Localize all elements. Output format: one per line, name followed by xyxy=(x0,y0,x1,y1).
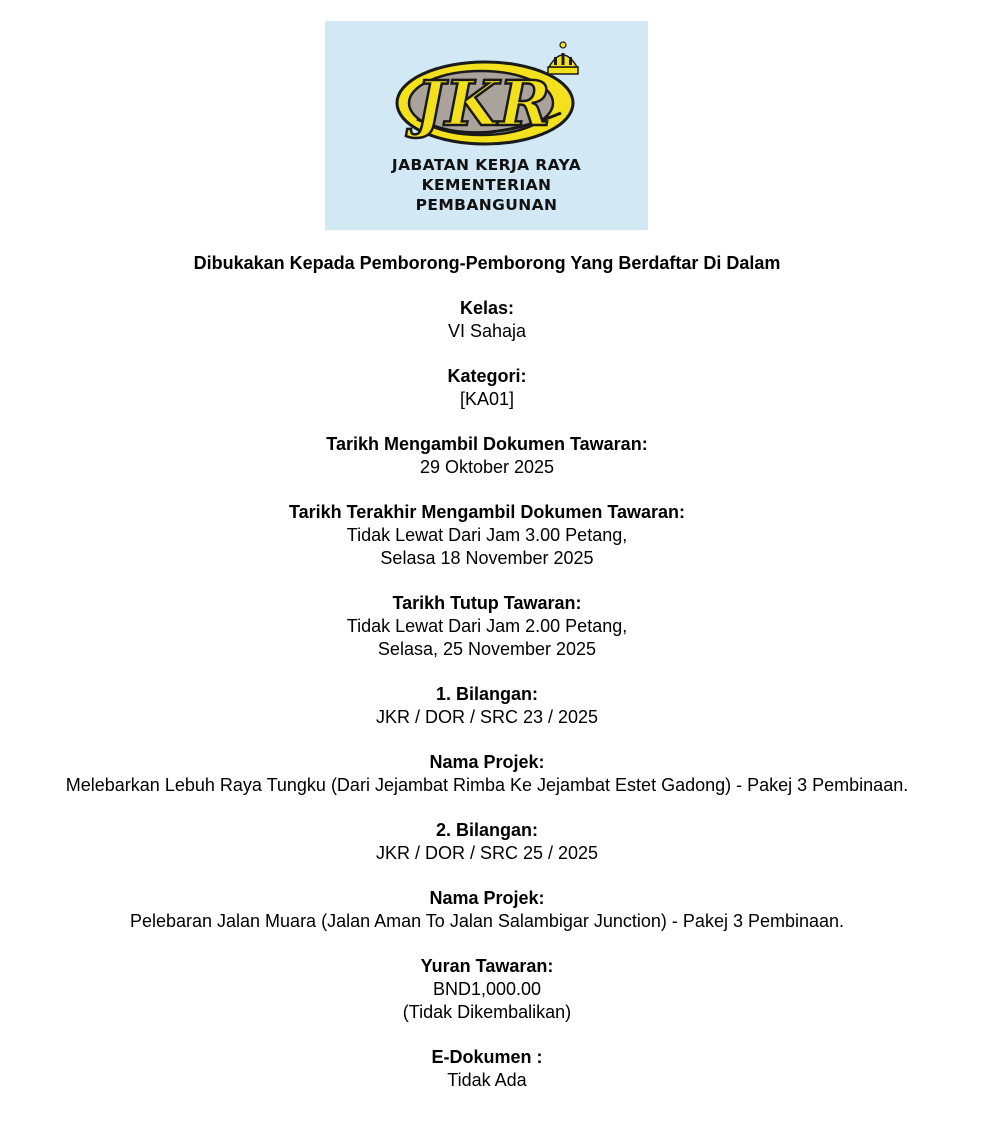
logo-line-3: PEMBANGUNAN xyxy=(415,196,558,214)
tarikh-tutup-date: Selasa, 25 November 2025 xyxy=(377,639,597,659)
section-kategori xyxy=(0,365,974,411)
tarikh-terakhir-date: Selasa 18 November 2025 xyxy=(380,548,594,568)
logo-line-1: JABATAN KERJA RAYA xyxy=(391,156,582,174)
section-projek-2 xyxy=(0,887,974,933)
tarikh-terakhir-label: Tarikh Terakhir Mengambil Dokumen Tawaran: xyxy=(288,502,686,522)
section-tarikh-ambil xyxy=(0,433,974,479)
yuran-label: Yuran Tawaran: xyxy=(420,956,554,976)
logo-caption xyxy=(325,155,648,215)
kategori-label: Kategori: xyxy=(447,366,527,386)
jkr-emblem-icon xyxy=(325,21,648,153)
edokumen-value: Tidak Ada xyxy=(447,1070,527,1090)
section-kelas xyxy=(0,297,974,343)
tender-notice xyxy=(0,252,974,1114)
yuran-amount: BND1,000.00 xyxy=(432,979,542,999)
section-tarikh-terakhir xyxy=(0,501,974,570)
yuran-note: (Tidak Dikembalikan) xyxy=(402,1002,572,1022)
projek-2-label: Nama Projek: xyxy=(429,888,545,908)
projek-1-label: Nama Projek: xyxy=(429,752,545,772)
tarikh-ambil-label: Tarikh Mengambil Dokumen Tawaran: xyxy=(326,434,648,454)
kategori-value: [KA01] xyxy=(459,389,515,409)
bilangan-1-label: 1. Bilangan: xyxy=(435,684,538,704)
tarikh-tutup-time: Tidak Lewat Dari Jam 2.00 Petang, xyxy=(346,616,628,636)
crown-icon xyxy=(548,42,578,74)
edokumen-label: E-Dokumen : xyxy=(431,1047,543,1067)
section-projek-1 xyxy=(0,751,974,797)
projek-2-value: Pelebaran Jalan Muara (Jalan Aman To Jalan Salambigar Junction) - Pakej 3 Pembinaan. xyxy=(129,911,845,931)
jkr-logo xyxy=(325,21,648,230)
section-bilangan-2 xyxy=(0,819,974,865)
section-tarikh-tutup xyxy=(0,592,974,661)
jkr-logo-text: JKR xyxy=(415,67,551,140)
bilangan-1-value: JKR / DOR / SRC 23 / 2025 xyxy=(375,707,599,727)
bilangan-2-label: 2. Bilangan: xyxy=(435,820,538,840)
kelas-value: VI Sahaja xyxy=(447,321,527,341)
tarikh-ambil-value: 29 Oktober 2025 xyxy=(419,457,555,477)
tarikh-tutup-label: Tarikh Tutup Tawaran: xyxy=(392,593,582,613)
kelas-label: Kelas: xyxy=(459,298,515,318)
intro-heading: Dibukakan Kepada Pemborong-Pemborong Yang Berdaftar Di Dalam xyxy=(193,253,781,273)
tarikh-terakhir-time: Tidak Lewat Dari Jam 3.00 Petang, xyxy=(346,525,628,545)
projek-1-value: Melebarkan Lebuh Raya Tungku (Dari Jejambat Rimba Ke Jejambat Estet Gadong) - Pakej 3 Pembinaan. xyxy=(65,775,909,795)
section-yuran xyxy=(0,955,974,1024)
logo-line-2: KEMENTERIAN xyxy=(421,176,552,194)
section-bilangan-1 xyxy=(0,683,974,729)
section-edokumen xyxy=(0,1046,974,1092)
bilangan-2-value: JKR / DOR / SRC 25 / 2025 xyxy=(375,843,599,863)
